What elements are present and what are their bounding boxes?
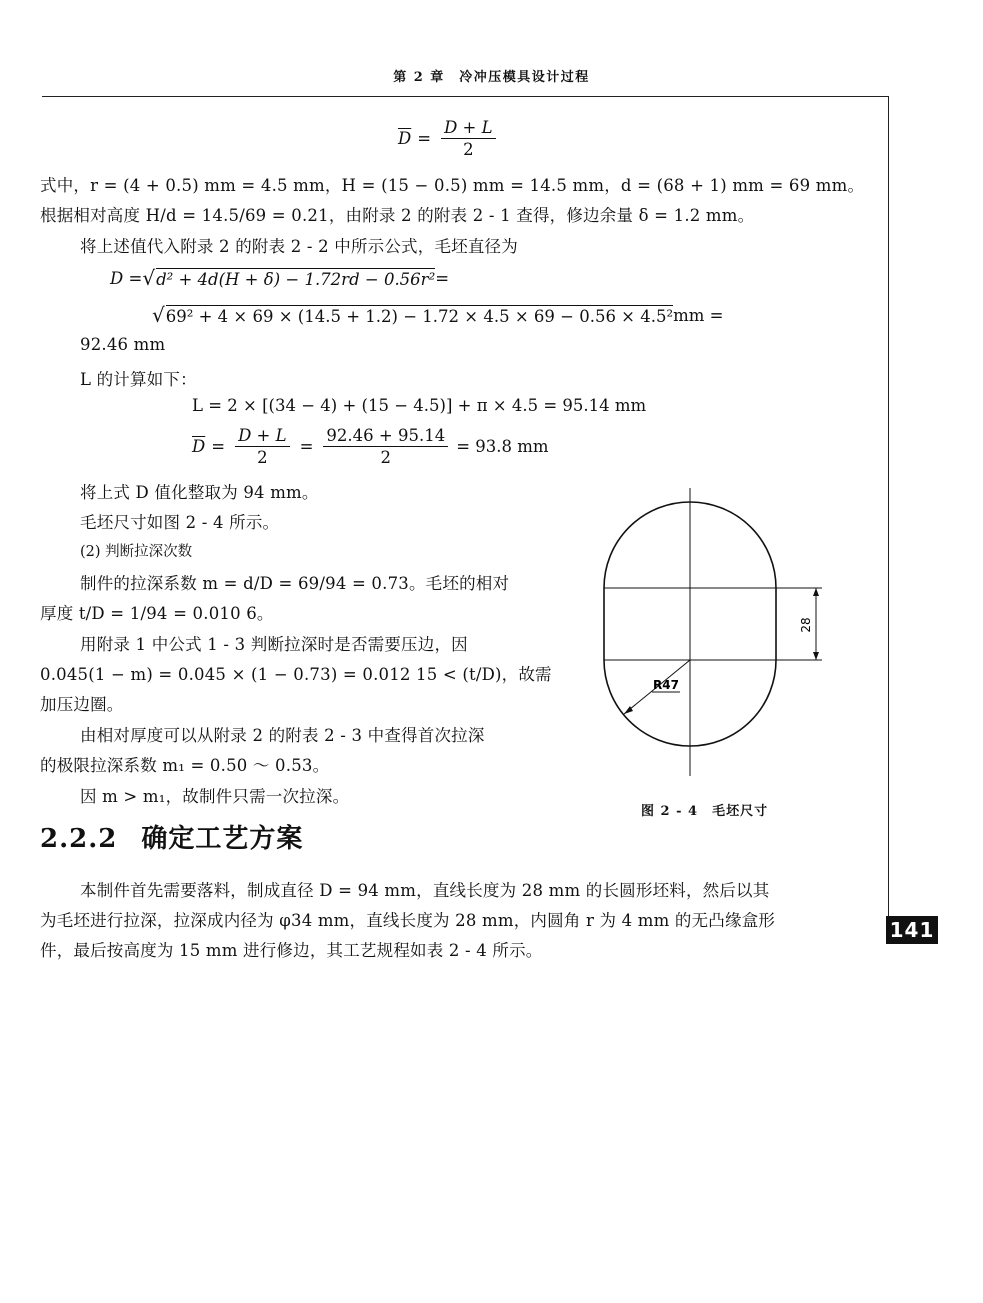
paragraph: 根据相对高度 H/d = 14.5/69 = 0.21，由附录 2 的附表 2 - 1 查得，修边余量 δ = 1.2 mm。 (40, 206, 755, 225)
paragraph: 式中，r = (4 + 0.5) mm = 4.5 mm，H = (15 − 0.5) mm = 14.5 mm，d = (68 + 1) mm = 69 mm。 (40, 176, 865, 195)
figure-blank-size (596, 488, 836, 776)
frame-rule (888, 96, 889, 916)
paragraph: 为毛坯进行拉深，拉深成内径为 φ34 mm，直线长度为 28 mm，内圆角 r 为 4 mm 的无凸缘盒形 (40, 911, 776, 930)
paragraph: 将上式 D 值化整取为 94 mm。 (80, 483, 319, 502)
paragraph: 厚度 t/D = 1/94 = 0.010 6。 (40, 604, 274, 623)
paragraph: L 的计算如下： (80, 370, 197, 389)
paragraph: 因 m > m₁，故制件只需一次拉深。 (80, 787, 350, 806)
section-title: 确定工艺方案 (141, 824, 304, 854)
formula-length: L = 2 × [(34 − 4) + (15 − 4.5)] + π × 4.5 = 95.14 mm (192, 396, 647, 415)
formula-blank-diameter: D = √ d² + 4d(H + δ) − 1.72rd − 0.56r² = (110, 266, 450, 290)
paragraph: 由相对厚度可以从附录 2 的附表 2 - 3 中查得首次拉深 (80, 726, 485, 745)
paragraph: 将上述值代入附录 2 的附表 2 - 2 中所示公式，毛坯直径为 (80, 237, 518, 256)
fraction: $\frac{92.46 + 95.14}{2}$ (323, 426, 448, 467)
fraction: $\frac{D + L}{2}$ (235, 426, 290, 467)
formula-dbar-calculation: $\overline{D}$ = $\frac{D + L}{2}$ = $\frac{92.46 + 95.14}{2}$ = 93.8 mm (192, 426, 549, 467)
header-rule (42, 96, 889, 97)
paragraph: 加压边圈。 (40, 695, 124, 714)
page-number: 141 (886, 916, 938, 944)
formula-result: 92.46 mm (80, 335, 166, 354)
dimension-straight-label: 28 (799, 617, 813, 633)
section-number: 2.2.2 (40, 824, 118, 854)
sqrt-sign: √ (152, 303, 165, 327)
paragraph: 用附录 1 中公式 1 - 3 判断拉深时是否需要压边，因 (80, 635, 468, 654)
dbar-symbol: $\overline{D}$ (398, 129, 412, 148)
paragraph: 件，最后按高度为 15 mm 进行修边，其工艺规程如表 2 - 4 所示。 (40, 941, 543, 960)
section-heading (40, 818, 303, 855)
fraction: $\frac{D + L}{2}$ (441, 118, 496, 159)
dimension-radius-label: R47 (653, 678, 679, 692)
dimension-arrow (813, 588, 819, 596)
paragraph: 毛坯尺寸如图 2 - 4 所示。 (80, 513, 280, 532)
paragraph: 制件的拉深系数 m = d/D = 69/94 = 0.73。毛坯的相对 (80, 574, 510, 593)
formula-dbar-definition: $\overline{D}$ = $\frac{D + L}{2}$ (398, 118, 500, 159)
dimension-arrow (813, 652, 819, 660)
dbar-symbol: $\overline{D}$ (192, 437, 206, 456)
paragraph: 0.045(1 − m) = 0.045 × (1 − 0.73) = 0.012 15 < (t/D)，故需 (40, 665, 552, 684)
paragraph: 本制件首先需要落料，制成直径 D = 94 mm，直线长度为 28 mm 的长圆形坯料，然后以其 (80, 881, 770, 900)
subheading: (2) 判断拉深次数 (80, 544, 193, 560)
formula-blank-diameter-substituted: √ 69² + 4 × 69 × (14.5 + 1.2) − 1.72 × 4.5 × 69 − 0.56 × 4.5² mm = (152, 303, 724, 327)
running-head: 第 2 章 冷冲压模具设计过程 (393, 70, 590, 85)
paragraph: 的极限拉深系数 m₁ = 0.50 ～ 0.53。 (40, 756, 330, 775)
figure-caption: 图 2 - 4 毛坯尺寸 (641, 804, 769, 819)
sqrt-sign: √ (142, 266, 156, 290)
